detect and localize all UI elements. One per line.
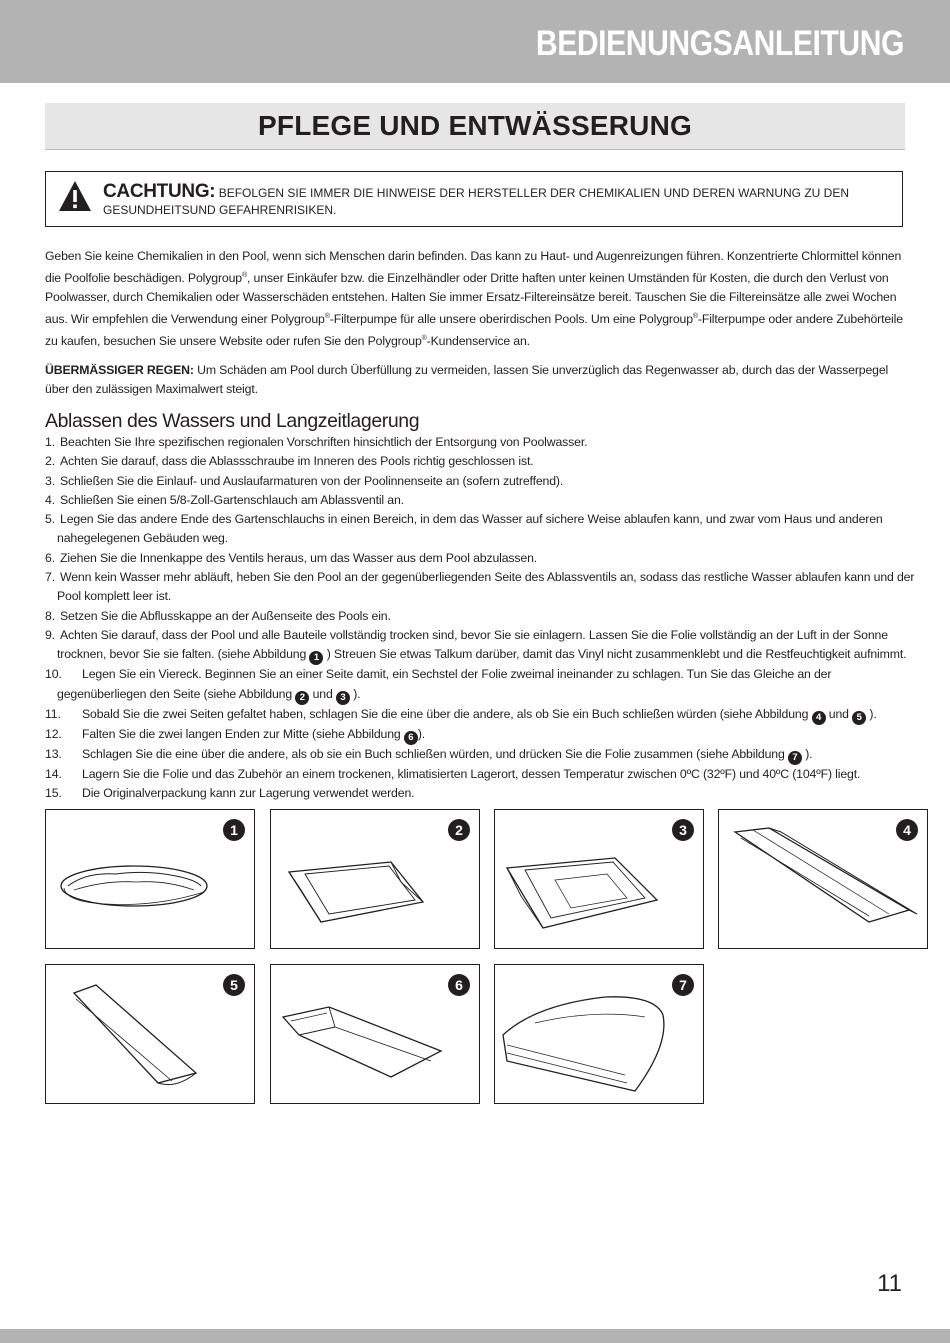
figure-number-badge: 5 — [223, 974, 245, 996]
step-7 — [45, 568, 915, 607]
step-text-part: ). — [349, 686, 361, 701]
step-number: 9. — [45, 627, 55, 642]
intro-text-3: -Filterpumpe für alle unsere oberirdischen Pools. Um eine Polygroup — [329, 312, 693, 327]
caution-label: CACHTUNG: — [103, 181, 216, 202]
figure-6 — [270, 964, 480, 1104]
figure-3 — [494, 809, 704, 949]
figure-ref-badge: 5 — [852, 711, 866, 725]
figure-4 — [718, 809, 928, 949]
page-number: 11 — [877, 1270, 902, 1297]
step-text-part: ). — [801, 746, 813, 761]
section-title: PFLEGE UND ENTWÄSSERUNG — [45, 103, 905, 150]
step-9 — [45, 626, 915, 665]
step-number: 13. — [45, 746, 62, 761]
step-number: 10. — [45, 667, 62, 682]
figure-number-badge: 3 — [672, 819, 694, 841]
step-number: 1. — [45, 435, 55, 449]
figure-ref-badge: 1 — [309, 651, 323, 665]
step-number: 15. — [45, 785, 62, 800]
step-12 — [45, 725, 915, 745]
step-text: Lagern Sie die Folie und das Zubehör an einem trockenen, klimatisierten Lagerort, dessen Temperatur zwischen 0ºC (32ºF) und 40ºC (104ºF) liegt. — [82, 766, 861, 781]
intro-text-2: , unser Einkäufer bzw. die Einzelhändler oder Dritte haften unter keinen Umständen für Kosten, die durch den Verlust von Poolwasser, durch Chemikalien oder Wasserschäden entstehen. Halten Sie immer Ersatz-Filtereinsätze bereit. Tauschen Sie die Filtereinsätze alle zwei Wochen aus. Wir empfehlen die Verwendung einer Polygroup — [45, 271, 897, 327]
step-text: Beachten Sie Ihre spezifischen regionalen Vorschriften hinsichtlich der Entsorgung von Poolwasser. — [60, 435, 588, 449]
registered-mark: ® — [241, 272, 247, 279]
registered-mark: ® — [324, 313, 330, 321]
step-3 — [45, 472, 915, 491]
step-4 — [45, 491, 915, 510]
step-text: Ziehen Sie die Innenkappe des Ventils heraus, um das Wasser aus dem Pool abzulassen. — [60, 550, 538, 565]
step-number: 12. — [45, 726, 62, 741]
step-5 — [45, 510, 915, 549]
step-text: Wenn kein Wasser mehr abläuft, heben Sie den Pool an der gegenüberliegenden Seite des Ablassventils an, sodass das restliche Wasser ablaufen kann und der — [60, 570, 915, 585]
figure-7 — [494, 964, 704, 1104]
figure-ref-badge: 7 — [788, 751, 802, 765]
warning-triangle-icon — [58, 180, 92, 212]
intro-text-1: Geben Sie keine Chemikalien in den Pool, wenn sich Menschen darin befinden. Das kann zu Haut- und Augenreizungen führen. Konzentrierte Chlormittel können die Poolfolie beschädigen. Polygroup — [45, 249, 902, 286]
registered-mark: ® — [692, 313, 698, 321]
figure-ref-badge: 6 — [404, 731, 418, 745]
intro-text-4: -Filterpumpe oder andere Zubehörteile zu kaufen, besuchen Sie unsere Website oder rufen Sie den Polygroup — [45, 312, 903, 349]
step-text: Achten Sie darauf, dass der Pool und alle Bauteile vollständig trocken sind, bevor Sie sie einlagern. Lassen Sie die Folie vollständig an der Luft in der Sonne — [60, 627, 888, 642]
step-number: 2. — [45, 454, 55, 469]
step-number: 14. — [45, 766, 62, 781]
step-text-part: ) Streuen Sie etwas Talkum darüber, damit das Vinyl nicht zusammenklebt und die Restfeuchtigkeit aufnimmt. — [323, 647, 907, 662]
step-15 — [45, 784, 915, 803]
step-text-part: trocknen, bevor Sie sie falten. (siehe Abbildung — [57, 647, 310, 662]
draining-heading: Ablassen des Wassers und Langzeitlagerung — [45, 410, 420, 432]
step-number: 4. — [45, 492, 55, 507]
rain-paragraph — [45, 361, 907, 399]
step-2 — [45, 452, 915, 471]
figure-number-badge: 6 — [448, 974, 470, 996]
caution-box — [45, 171, 903, 227]
figure-number-badge: 1 — [223, 819, 245, 841]
step-number: 5. — [45, 512, 55, 527]
figure-1 — [45, 809, 255, 949]
step-13 — [45, 745, 915, 765]
step-text-continued: nahegelegenen Gebäuden weg. — [57, 531, 228, 546]
step-text: Setzen Sie die Abflusskappe an der Außenseite des Pools ein. — [60, 608, 391, 623]
figure-ref-badge: 2 — [295, 691, 309, 705]
figure-5 — [45, 964, 255, 1104]
step-text-part: ). — [417, 726, 426, 741]
figure-2 — [270, 809, 480, 949]
figure-number-badge: 7 — [672, 974, 694, 996]
step-6 — [45, 549, 915, 568]
figure-number-badge: 2 — [448, 819, 470, 841]
step-text-continued: Pool komplett leer ist. — [57, 589, 172, 604]
step-text-part: ). — [866, 706, 877, 721]
step-number: 8. — [45, 608, 55, 623]
step-text-continued — [57, 645, 915, 665]
figure-ref-badge: 3 — [336, 691, 350, 705]
intro-text-5: -Kundenservice an. — [426, 334, 530, 349]
footer-bar — [0, 1329, 950, 1343]
step-text: Falten Sie die zwei langen Enden zur Mitte (siehe Abbildung — [82, 726, 404, 741]
step-number: 11. — [45, 706, 61, 721]
step-number: 7. — [45, 570, 55, 585]
rain-label: ÜBERMÄSSIGER REGEN: — [45, 363, 194, 377]
step-number: 6. — [45, 550, 55, 565]
step-text: Legen Sie das andere Ende des Gartenschlauchs in einen Bereich, in dem das Wasser auf sichere Weise ablaufen kann, und zwar vom Haus und anderen — [60, 512, 883, 527]
step-text: Schließen Sie die Einlauf- und Auslaufarmaturen von der Poolinnenseite an (sofern zutreffend). — [60, 473, 564, 488]
figure-number-badge: 4 — [896, 819, 918, 841]
step-text-part: gegenüberliegen den Seite (siehe Abbildung — [57, 686, 296, 701]
step-text: Achten Sie darauf, dass die Ablassschraube im Inneren des Pools richtig geschlossen ist. — [60, 454, 534, 469]
caution-message: BEFOLGEN SIE IMMER DIE HINWEISE DER HERSTELLER DER CHEMIKALIEN UND DEREN WARNUNG ZU DEN GESUNDHEITSUND GEFAHRENRISIKEN. — [103, 186, 849, 217]
rain-text: Um Schäden am Pool durch Überfüllung zu vermeiden, lassen Sie unverzüglich das Regenwasser ab, durch das der Wasserpegel über den zulässigen Maximalwert steigt. — [45, 363, 889, 396]
step-text: Schlagen Sie die eine über die andere, als ob sie ein Buch schließen würden, und drücken Sie die Folie zusammen (siehe Abbildung — [82, 746, 788, 761]
step-1 — [45, 433, 915, 452]
step-14 — [45, 765, 915, 784]
step-11 — [45, 705, 915, 725]
step-text-part: und — [825, 706, 853, 721]
intro-paragraph — [45, 247, 907, 351]
registered-mark: ® — [421, 335, 427, 343]
figure-ref-badge: 4 — [812, 711, 826, 725]
step-text-continued — [57, 685, 915, 705]
caution-text — [103, 183, 883, 219]
step-text: Legen Sie ein Viereck. Beginnen Sie an einer Seite damit, ein Sechstel der Folie zweimal ineinander zu schlagen. Tun Sie das Gleiche an der — [82, 667, 832, 682]
header-bar — [0, 0, 950, 83]
step-text-part: und — [309, 686, 336, 701]
step-10 — [45, 665, 915, 704]
step-number: 3. — [45, 473, 55, 488]
header-title: BEDIENUNGSANLEITUNG — [535, 24, 904, 63]
step-8 — [45, 607, 915, 626]
step-text: Die Originalverpackung kann zur Lagerung verwendet werden. — [82, 785, 415, 800]
steps-list — [45, 433, 915, 803]
step-text: Schließen Sie einen 5/8-Zoll-Gartenschlauch am Ablassventil an. — [60, 492, 404, 507]
step-text: Sobald Sie die zwei Seiten gefaltet haben, schlagen Sie die eine über die andere, als ob Sie ein Buch schließen würden (siehe Abbildung — [82, 706, 812, 721]
